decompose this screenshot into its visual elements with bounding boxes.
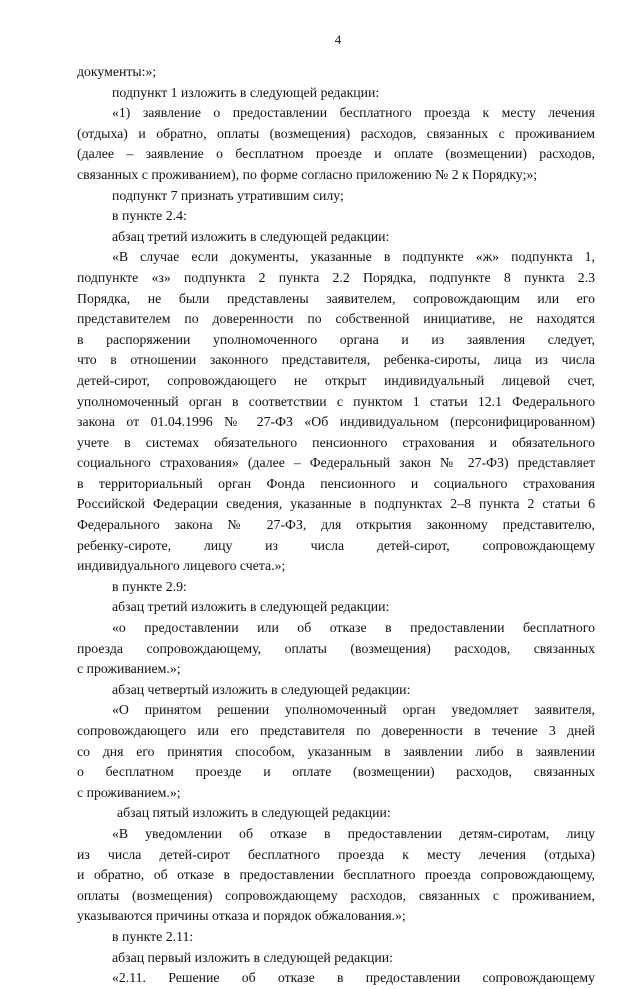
- text-line: социального страхования» (далее – Федеральный закон № 27-ФЗ) представляет: [77, 455, 595, 471]
- text-line: представителем по доверенности по собственной инициативе, не находятся: [77, 311, 595, 327]
- text-line: подпункте «з» подпункта 2 пункта 2.2 Порядка, подпункте 8 пункта 2.3: [77, 269, 595, 285]
- text-line: «В уведомлении об отказе в предоставлении детям-сиротам, лицу: [112, 825, 595, 841]
- text-line: «1) заявление о предоставлении бесплатного проезда к месту лечения: [112, 105, 595, 121]
- text-line: детей-сирот, сопровождающего не открыт индивидуальный лицевой счет,: [77, 372, 595, 388]
- text-line: абзац третий изложить в следующей редакции:: [112, 228, 390, 244]
- text-line: связанных с проживанием), по форме согласно приложению № 2 к Порядку;»;: [77, 166, 538, 182]
- text-line: оплаты (возмещения) сопровождающему расходов, связанных с проживанием,: [77, 887, 595, 903]
- text-line: подпункт 7 признать утратившим силу;: [112, 187, 344, 203]
- text-line: из числа детей-сирот бесплатного проезда к месту лечения (отдыха): [77, 846, 595, 862]
- text-line: абзац пятый изложить в следующей редакции:: [117, 805, 391, 821]
- text-line: Порядка, не были представлены заявителем, сопровождающим или его: [77, 290, 595, 306]
- text-line: Федерального закона № 27-ФЗ, для открытия законному представителю,: [77, 517, 595, 533]
- text-line: документы:»;: [77, 64, 157, 79]
- text-line: закона от 01.04.1996 № 27-ФЗ «Об индивидуальном (персонифицированном): [77, 414, 595, 430]
- text-line: «о предоставлении или об отказе в предоставлении бесплатного: [112, 620, 595, 636]
- text-line: что в отношении законного представителя, ребенка-сироты, лица из числа: [77, 352, 595, 368]
- text-line: о бесплатном проезде и оплате (возмещении) расходов, связанных: [77, 764, 595, 780]
- text-line: учете в системах обязательного пенсионного страхования и обязательного: [77, 434, 595, 450]
- text-line: с проживанием.»;: [77, 661, 181, 677]
- text-line: указываются причины отказа и порядок обжалования.»;: [77, 908, 406, 924]
- text-line: «В случае если документы, указанные в подпункте «ж» подпункта 1,: [112, 249, 595, 265]
- text-line: в распоряжении уполномоченного органа и из заявления следует,: [77, 331, 595, 347]
- text-line: Российской Федерации сведения, указанные в подпунктах 2–8 пункта 2 статьи 6: [77, 496, 595, 512]
- text-line: с проживанием.»;: [77, 784, 181, 800]
- text-line: в пункте 2.11:: [112, 928, 194, 944]
- document-body: [77, 62, 595, 989]
- text-line: абзац первый изложить в следующей редакции:: [112, 949, 393, 965]
- text-line: в территориальный орган Фонда пенсионного и социального страхования: [77, 475, 595, 491]
- text-line: в пункте 2.9:: [112, 578, 187, 594]
- text-line: (отдыха) и обратно, оплаты (возмещения) расходов, связанных с проживанием: [77, 125, 595, 141]
- text-line: «2.11. Решение об отказе в предоставлении сопровождающему: [112, 970, 595, 986]
- text-line: абзац третий изложить в следующей редакции:: [112, 599, 390, 615]
- text-line: и обратно, об отказе в предоставлении бесплатного проезда сопровождающему,: [77, 867, 595, 883]
- text-line: в пункте 2.4:: [112, 208, 187, 224]
- text-line: со дня его принятия способом, указанным в заявлении либо в заявлении: [77, 743, 595, 759]
- text-line: абзац четвертый изложить в следующей редакции:: [112, 681, 411, 697]
- text-line: уполномоченный орган в соответствии с пунктом 1 статьи 12.1 Федерального: [77, 393, 595, 409]
- text-line: (далее – заявление о бесплатном проезде и оплате (возмещении) расходов,: [77, 146, 595, 162]
- text-line: проезда сопровождающему, оплаты (возмещения) расходов, связанных: [77, 640, 595, 656]
- text-line: «О принятом решении уполномоченный орган уведомляет заявителя,: [112, 702, 595, 718]
- text-line: сопровождающего или его представителя по доверенности в течение 3 дней: [77, 723, 595, 738]
- text-line: ребенку-сироте, лицу из числа детей-сирот, сопровождающему: [77, 537, 595, 553]
- text-line: подпункт 1 изложить в следующей редакции:: [112, 84, 380, 100]
- text-line: индивидуального лицевого счета.»;: [77, 558, 286, 574]
- page-number: 4: [334, 32, 342, 47]
